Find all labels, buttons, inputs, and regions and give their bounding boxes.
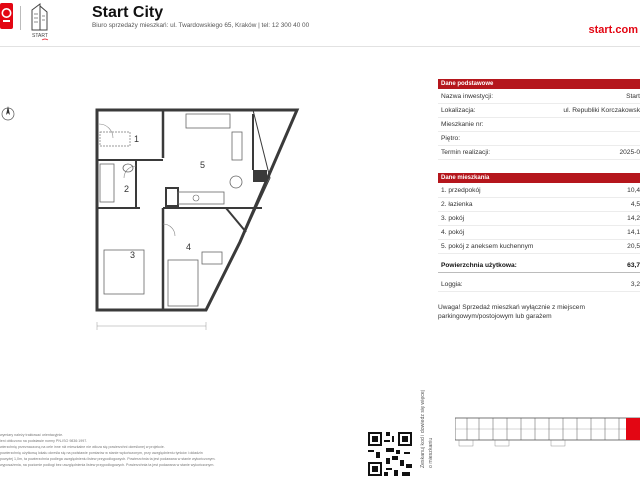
disclaimer-line: wierzchnię przeznaczoną na cele inne niż mieszkalne nie wlicza się powierzchni określonej w projekcie. [0,445,165,449]
site-plan-thumbnail [455,412,640,450]
project-title: Start City [92,4,164,21]
row-label: Mieszkanie nr: [441,121,484,128]
usable-area-label: Powierzchnia użytkowa: [441,262,517,269]
page-header [0,0,640,46]
room-area: 20,5 [627,243,640,250]
room-area: 14,1 [627,229,640,236]
row-value: Start [626,93,640,100]
row-investment-name [438,90,640,104]
disclaimer-line: ieni obliczono na podstawie normy PN-ISO 9836:1997. [0,439,88,443]
disclaimer-line: wyposażenia, na poziomie podłogi bez uwzględnienia listew przypodłogowych. Powierzchnia ta jest podawana w stanie wykończonym. [0,463,215,467]
room-name: 5. pokój z aneksem kuchennym [441,243,534,250]
north-arrow-icon [2,106,14,120]
basic-data-header: Dane podstawowe [438,79,640,89]
row-completion-date [438,146,640,160]
parking-note: Uwaga! Sprzedaż mieszkań wyłącznie z miejscem parkingowym/postojowym lub garażem [438,304,585,320]
disclaimer-line: wymiary należy traktować orientacyjnie. [0,433,64,437]
room-area: 4,5 [630,201,640,208]
disclaimer-line: powierzchnię użytkową lokalu określa się na podstawie pomiarów w stanie wykończonym, przy uwzględnieniu tynków i okładzin [0,451,203,455]
room-name: 2. łazienka [441,201,473,208]
row-floor [438,132,640,146]
room-name: 1. przedpokój [441,187,481,194]
loggia-row [438,278,640,292]
row-value: ul. Republiki Korczakowsk [563,107,640,114]
tower-logo-text: START [32,33,48,39]
room-number-3: 3 [130,250,136,260]
row-label: Nazwa inwestycji: [441,93,494,100]
room-row [438,212,640,226]
row-apartment-number [438,118,640,132]
header-divider [0,46,640,47]
row-label: Lokalizacja: [441,107,476,114]
floor-plan [0,74,310,338]
qr-code-icon[interactable] [366,430,414,478]
room-number-5: 5 [200,160,206,170]
row-location [438,104,640,118]
sales-office-info: Biuro sprzedaży mieszkań: ul. Twardowskiego 65, Kraków | tel: 12 300 40 00 [92,22,310,29]
room-row [438,184,640,198]
qr-caption [414,368,438,468]
room-row [438,240,640,254]
room-number-2: 2 [124,184,130,194]
room-name: 4. pokój [441,229,465,236]
loggia-value: 3,2 [630,281,640,288]
developer-logo-icon [0,3,13,29]
room-row [438,226,640,240]
qr-caption-line-2: o mieszkaniu [428,437,434,468]
qr-caption-line-1: Zeskanuj kod i dowiedz się więcej [420,390,426,468]
usable-area-value: 63,7 [627,262,640,269]
logo-divider [20,6,21,30]
row-label: Termin realizacji: [441,149,491,156]
room-number-1: 1 [134,134,140,144]
loggia-label: Loggia: [441,281,463,288]
usable-area-row [438,259,640,273]
room-area: 10,4 [627,187,640,194]
apartment-location-marker [626,418,640,440]
disclaimer-line: powyżej 1,0m, ta powierzchnia podlega uwzględnieniu listew przypodłogowych. Powierzchnia ta jest podawana w stanie wykończonym. [0,457,216,461]
start-city-logo-icon [27,2,53,42]
room-name: 3. pokój [441,215,465,222]
apartment-data-header: Dane mieszkania [438,173,640,183]
room-number-4: 4 [186,242,192,252]
row-label: Piętro: [441,135,461,142]
row-value: 2025-0 [619,149,640,156]
website-link[interactable]: start.com [588,24,638,36]
room-area: 14,2 [627,215,640,222]
room-row [438,198,640,212]
